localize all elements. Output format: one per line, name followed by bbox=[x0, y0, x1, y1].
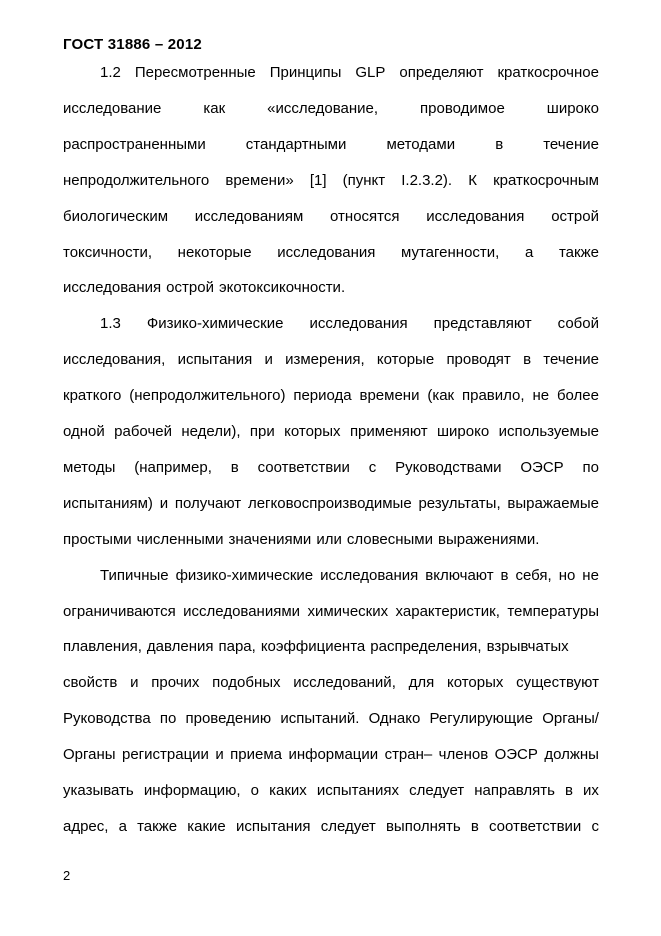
text-line: Органы регистрации и приема информации стран– членов ОЭСР должны bbox=[63, 746, 599, 763]
text-line: биологическим исследованиям относятся исследования острой bbox=[63, 208, 599, 225]
text-line: указывать информацию, о каких испытаниях следует направлять в их bbox=[63, 782, 599, 799]
text-line: испытаниям) и получают легковоспроизводимые результаты, выражаемые bbox=[63, 495, 599, 512]
text-line: исследование как «исследование, проводимое широко bbox=[63, 100, 599, 117]
text-line: свойств и прочих подобных исследований, для которых существуют bbox=[63, 674, 599, 691]
text-line: адрес, а также какие испытания следует выполнять в соответствии с bbox=[63, 818, 599, 835]
text-line: простыми численными значениями или словесными выражениями. bbox=[63, 531, 540, 548]
text-line: методы (например, в соответствии с Руководствами ОЭСР по bbox=[63, 459, 599, 476]
text-line: 1.2 Пересмотренные Принципы GLP определяют краткосрочное bbox=[100, 64, 599, 81]
text-line: Типичные физико-химические исследования включают в себя, но не bbox=[100, 567, 599, 584]
text-line: исследования острой экотоксикочности. bbox=[63, 279, 346, 296]
text-line: краткого (непродолжительного) периода времени (как правило, не более bbox=[63, 387, 599, 404]
page-number: 2 bbox=[63, 868, 71, 883]
text-line: Руководства по проведению испытаний. Однако Регулирующие Органы/ bbox=[63, 710, 599, 727]
text-line: непродолжительного времени» [1] (пункт I.2.3.2). К краткосрочным bbox=[63, 172, 599, 189]
text-line: 1.3 Физико-химические исследования представляют собой bbox=[100, 315, 599, 332]
text-line: распространенными стандартными методами в течение bbox=[63, 136, 599, 153]
text-line: плавления, давления пара, коэффициента распределения, взрывчатых bbox=[63, 638, 569, 655]
text-line: исследования, испытания и измерения, которые проводят в течение bbox=[63, 351, 599, 368]
text-line: ограничиваются исследованиями химических характеристик, температуры bbox=[63, 603, 599, 620]
text-line: одной рабочей недели), при которых применяют широко используемые bbox=[63, 423, 599, 440]
document-header: ГОСТ 31886 – 2012 bbox=[63, 36, 202, 53]
text-line: токсичности, некоторые исследования мутагенности, а также bbox=[63, 244, 599, 261]
